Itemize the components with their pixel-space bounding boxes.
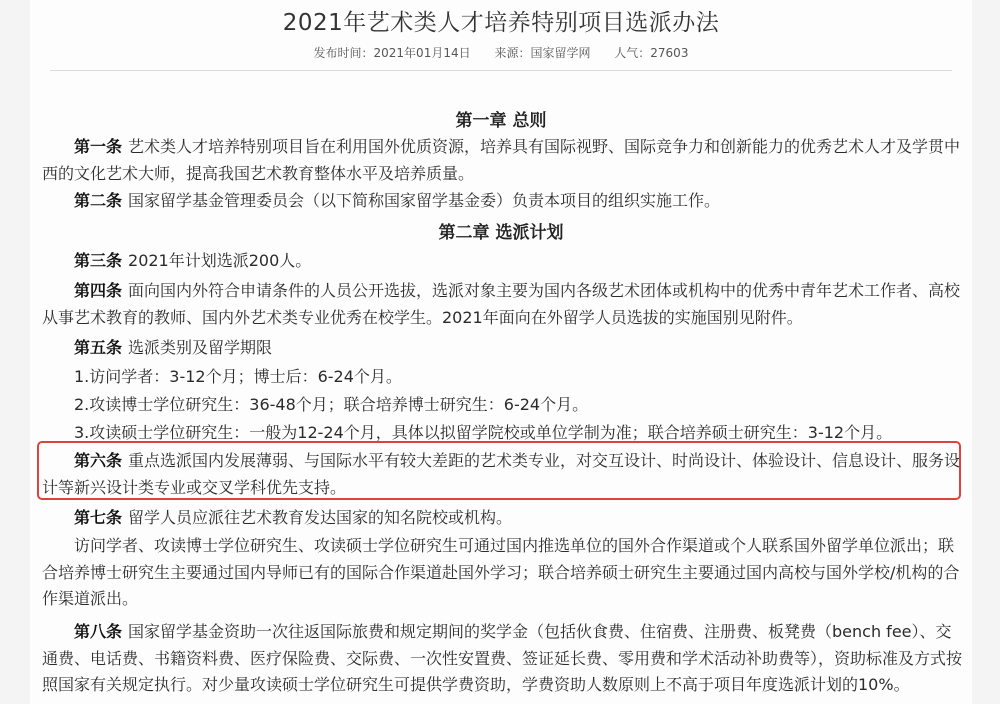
article-5-label: 第五条 xyxy=(74,338,123,357)
article-3-label: 第三条 xyxy=(74,251,123,270)
article-4 xyxy=(42,278,962,331)
article-6-text: 重点选派国内发展薄弱、与国际水平有较大差距的艺术类专业，对交互设计、时尚设计、体验设计、信息设计、服务设计等新兴设计类专业或交叉学科优先支持。 xyxy=(42,451,961,497)
article-2-label: 第二条 xyxy=(74,191,123,210)
article-5-item-3: 3.攻读硕士学位研究生：一般为12-24个月，具体以拟留学院校或单位学制为准；联合培养硕士研究生：3-12个月。 xyxy=(74,423,893,442)
article-7-para-2: 访问学者、攻读博士学位研究生、攻读硕士学位研究生可通过国内推选单位的国外合作渠道或个人联系国外留学单位派出；联合培养博士研究生主要通过国内导师已有的国际合作渠道赴国外学习；联合培养硕士研究生主要通过国内高校与国外学校/机构的合作渠道派出。 xyxy=(42,536,960,608)
article-5-text: 选派类别及留学期限 xyxy=(128,338,273,357)
page-title: 2021年艺术类人才培养特别项目选派办法 xyxy=(282,10,720,36)
article-3-text: 2021年计划选派200人。 xyxy=(128,251,312,270)
article-6-label: 第六条 xyxy=(74,451,123,470)
highlight-box xyxy=(37,441,961,500)
article-5-item-2: 2.攻读博士学位研究生：36-48个月；联合培养博士研究生：6-24个月。 xyxy=(74,395,589,414)
article-1-text: 艺术类人才培养特别项目旨在利用国外优质资源，培养具有国际视野、国际竞争力和创新能力的优秀艺术人才及学贯中西的文化艺术大师，提高我国艺术教育整体水平及培养质量。 xyxy=(42,137,961,183)
view-count: 人气：27603 xyxy=(614,46,689,60)
document-page xyxy=(30,0,972,704)
article-2 xyxy=(42,188,962,215)
publish-time: 发布时间：2021年01月14日 xyxy=(313,46,471,60)
article-1-label: 第一条 xyxy=(74,137,123,156)
article-8 xyxy=(42,619,962,699)
article-8-label: 第八条 xyxy=(74,622,123,641)
article-7 xyxy=(42,505,962,532)
article-3 xyxy=(42,248,962,275)
chapter-heading-2: 第二章 选派计划 xyxy=(438,223,564,243)
article-1 xyxy=(42,134,962,187)
chapter-heading-1: 第一章 总则 xyxy=(455,111,547,131)
article-7-label: 第七条 xyxy=(74,508,123,527)
source: 来源：国家留学网 xyxy=(494,46,591,60)
article-5 xyxy=(42,335,962,362)
divider xyxy=(50,70,952,71)
article-4-label: 第四条 xyxy=(74,281,123,300)
article-8-text: 国家留学基金资助一次往返国际旅费和规定期间的奖学金（包括伙食费、住宿费、注册费、板凳费（bench fee）、交通费、电话费、书籍资料费、医疗保险费、交际费、一次性安置费、签证延长费、零用费和学术活动补助费等），资助标准及方式按照国家有关规定执行。对少量攻读硕士学位研究生可提供学费资助，学费资助人数原则上不高于项目年度选派计划的10%。 xyxy=(42,622,963,694)
article-7-text: 留学人员应派往艺术教育发达国家的知名院校或机构。 xyxy=(128,508,513,527)
article-2-text: 国家留学基金管理委员会（以下简称国家留学基金委）负责本项目的组织实施工作。 xyxy=(128,191,721,210)
article-4-text: 面向国内外符合申请条件的人员公开选拔，选派对象主要为国内各级艺术团体或机构中的优秀中青年艺术工作者、高校从事艺术教育的教师、国内外艺术类专业优秀在校学生。2021年面向在外留学人员选拔的实施国别见附件。 xyxy=(42,281,961,327)
article-5-item-1: 1.访问学者：3-12个月；博士后：6-24个月。 xyxy=(74,367,402,386)
article-meta xyxy=(30,44,972,61)
